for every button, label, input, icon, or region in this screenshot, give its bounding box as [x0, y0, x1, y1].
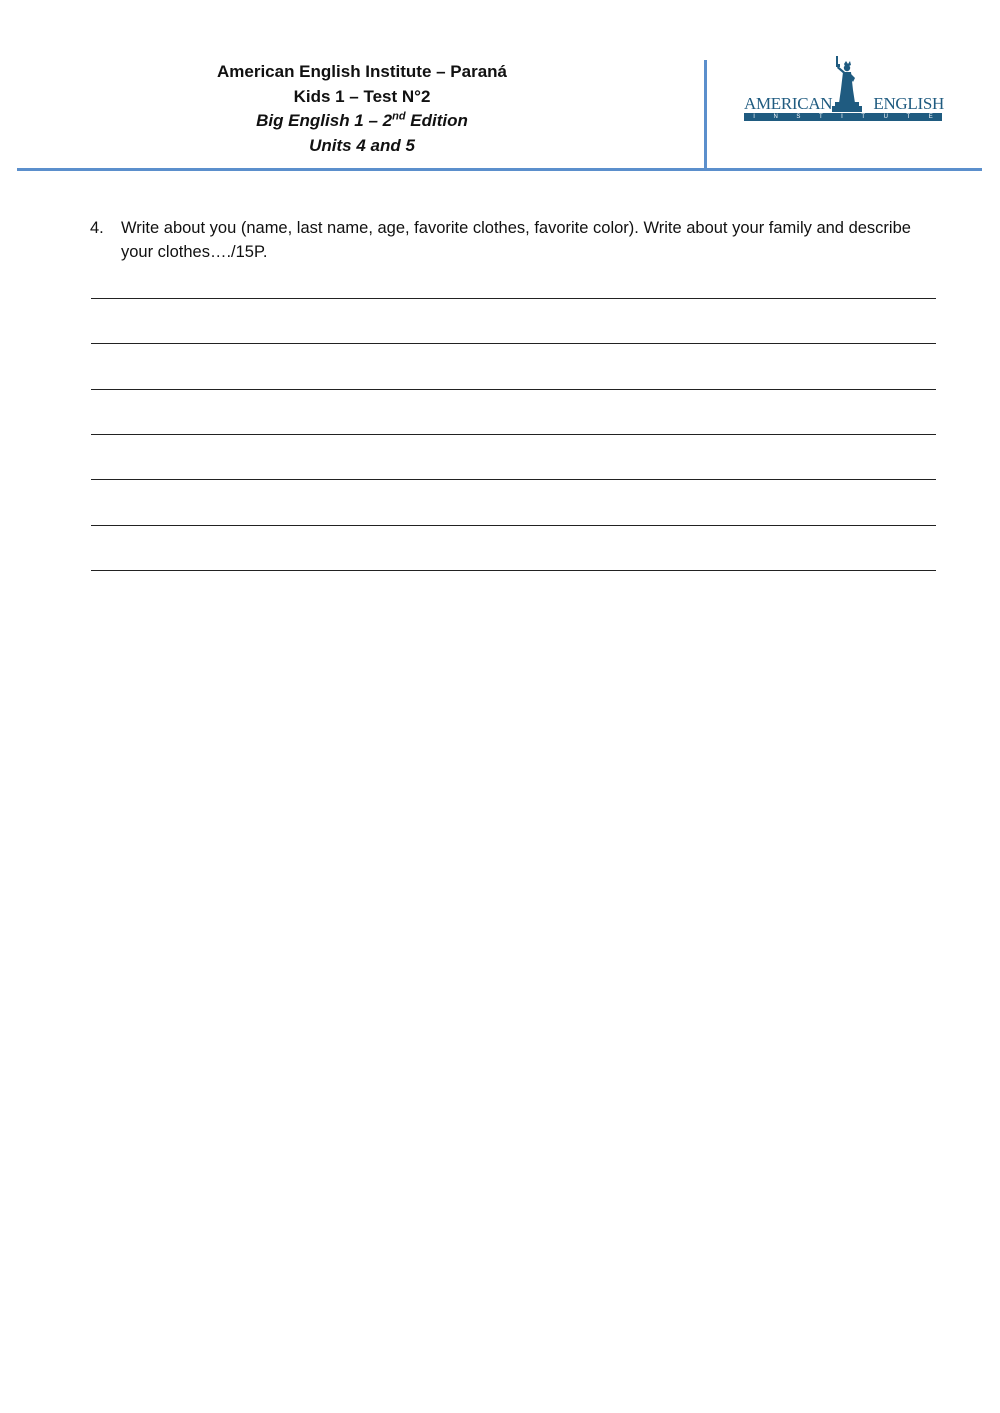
header-title-block [62, 60, 662, 158]
logo-bar-letter: T [861, 114, 866, 120]
answer-line[interactable] [91, 525, 936, 526]
logo-bar-letter: I [841, 114, 843, 120]
statue-of-liberty-icon [832, 56, 862, 112]
institute-logo [744, 56, 944, 124]
answer-line[interactable] [91, 434, 936, 435]
logo-institute-bar [744, 113, 942, 121]
question-text: Write about you (name, last name, age, favorite clothes, favorite color). Write about your family and describe your clothes…./15P. [121, 219, 911, 261]
answer-line[interactable] [91, 343, 936, 344]
answer-line[interactable] [91, 479, 936, 480]
logo-bar-letter: I [753, 114, 755, 120]
header-vertical-divider [704, 60, 707, 169]
logo-bar-letter: T [818, 114, 823, 120]
book-sup: nd [392, 110, 406, 123]
answer-line[interactable] [91, 570, 936, 571]
question-number: 4. [90, 219, 104, 237]
page-header [0, 0, 1000, 172]
logo-bar-letter: T [906, 114, 911, 120]
logo-bar-letter: N [773, 114, 778, 120]
logo-bar-letter: U [883, 114, 888, 120]
book-edition [62, 109, 662, 134]
logo-word-right: ENGLISH [873, 94, 944, 113]
units-label: Units 4 and 5 [309, 135, 415, 155]
book-suffix: Edition [405, 111, 468, 130]
logo-bar-letter: S [796, 114, 801, 120]
answer-line[interactable] [91, 298, 936, 299]
institute-name: American English Institute – Paraná [216, 62, 508, 81]
header-horizontal-divider [17, 168, 982, 171]
question-4 [90, 216, 940, 264]
test-name: Kids 1 – Test N°2 [293, 86, 431, 106]
logo-bar-letter: E [928, 114, 933, 120]
book-prefix: Big English 1 – 2 [256, 111, 393, 130]
logo-word-left: AMERICAN [744, 94, 833, 113]
answer-line[interactable] [91, 389, 936, 390]
